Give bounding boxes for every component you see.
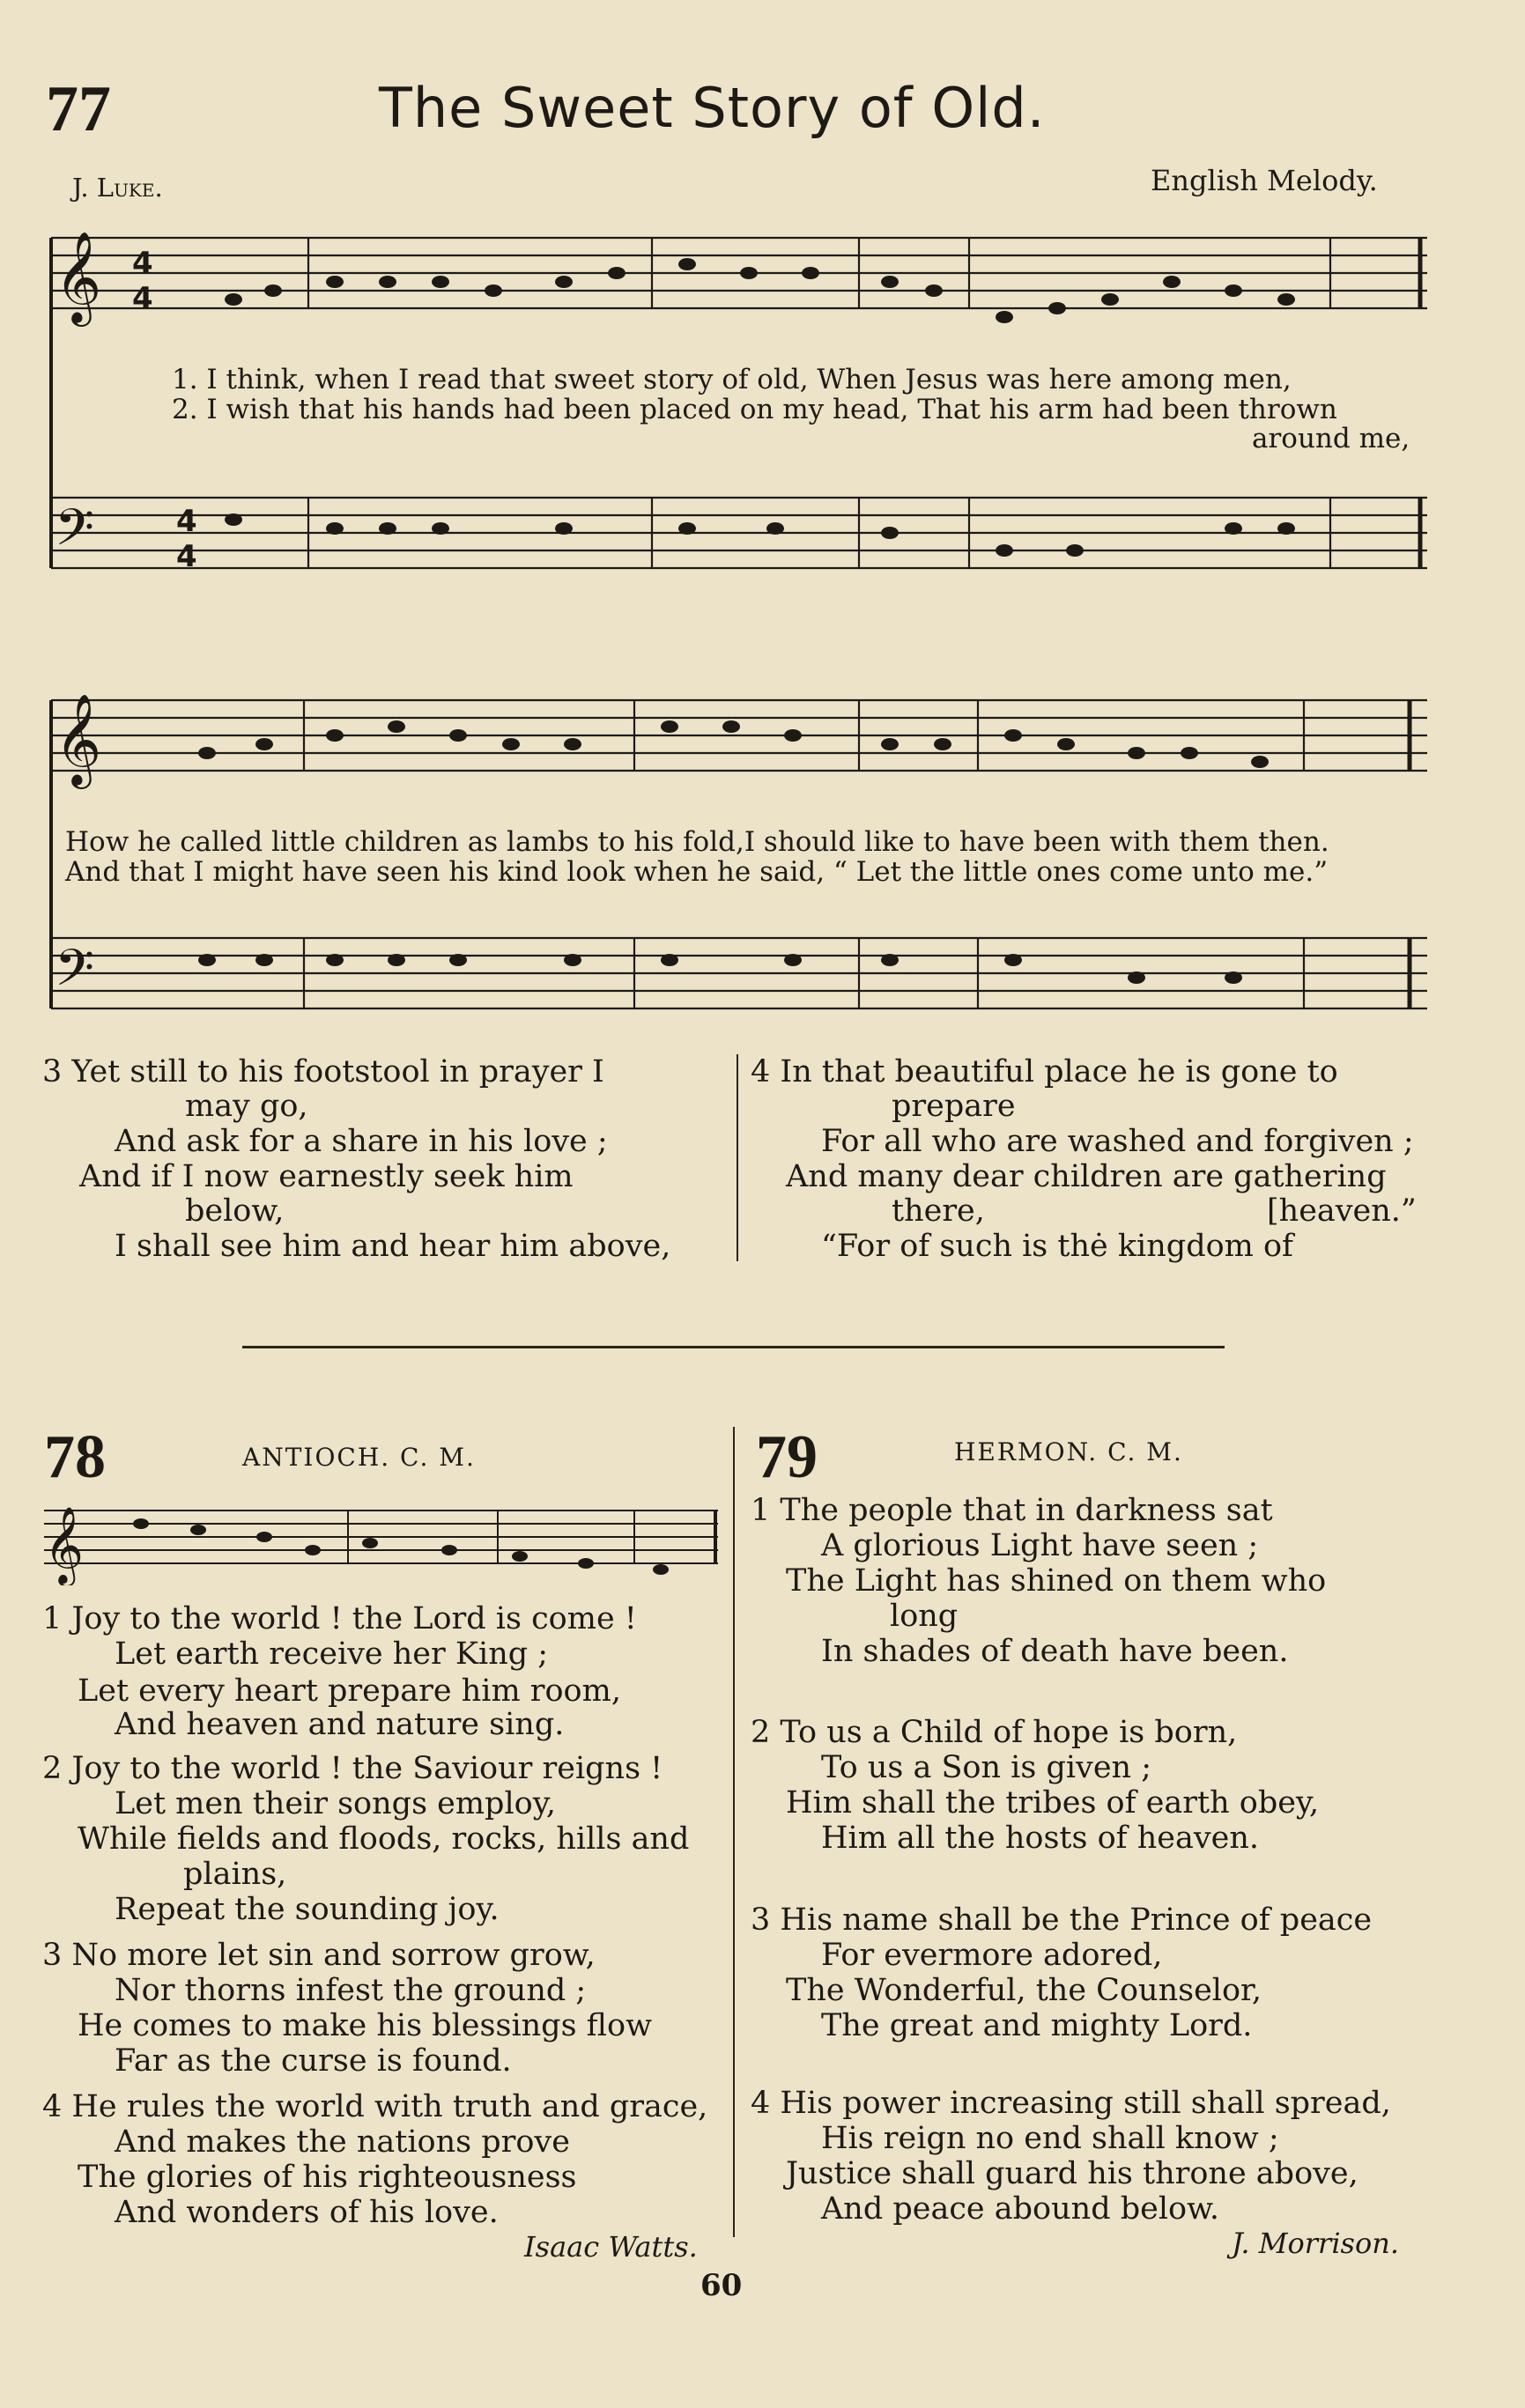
- stanza-line: Let men their songs employ,: [115, 1786, 556, 1821]
- hymn-number: 77: [46, 73, 111, 145]
- stanza-line: For evermore adored,: [821, 1938, 1163, 1973]
- hymn-title: The Sweet Story of Old.: [379, 76, 1046, 140]
- stanza-line: And makes the nations prove: [115, 2124, 570, 2160]
- stanza-line: Let every heart prepare him room,: [78, 1673, 621, 1709]
- lyric-verse-2-cont: around me,: [1252, 423, 1410, 454]
- column-divider: [733, 1427, 735, 2237]
- stanza-line: And heaven and nature sing.: [115, 1707, 565, 1742]
- svg-text:𝄞: 𝄞: [55, 231, 102, 323]
- tune-name: HERMON. C. M.: [954, 1437, 1183, 1466]
- svg-text:4: 4: [132, 246, 153, 281]
- stanza-line: 4 His power increasing still shall spread,: [751, 2086, 1391, 2121]
- stanza-line: The Light has shined on them who: [786, 1563, 1327, 1599]
- stanza-line: And peace abound below.: [821, 2191, 1220, 2227]
- section-divider: [242, 1346, 1225, 1348]
- svg-text:𝄞: 𝄞: [55, 693, 102, 786]
- stanza-line: below,: [185, 1193, 285, 1229]
- stanza-line: The glories of his righteousness: [78, 2160, 577, 2195]
- svg-text:4: 4: [176, 539, 197, 574]
- svg-text:𝄢: 𝄢: [55, 938, 95, 1010]
- stanza-line: there,: [892, 1193, 985, 1229]
- stanza-line: Him all the hosts of heaven.: [821, 1821, 1260, 1856]
- stanza-line: Him shall the tribes of earth obey,: [786, 1785, 1320, 1821]
- lyric-system2-line1: How he called little children as lambs to his fold,I should like to have been with them then.: [65, 826, 1329, 858]
- hymn-number: 79: [756, 1423, 818, 1491]
- stanza-line: And many dear children are gathering: [786, 1159, 1387, 1194]
- svg-text:𝄞: 𝄞: [44, 1505, 84, 1584]
- stanza-line: 2 To us a Child of hope is born,: [751, 1715, 1238, 1750]
- stanza-line: 4 He rules the world with truth and grace,: [42, 2089, 708, 2124]
- stanza-line: To us a Son is given ;: [821, 1750, 1151, 1785]
- lyric-verse-2: 2. I wish that his hands had been placed on my head, That his arm had been thrown: [172, 394, 1337, 425]
- stanza-line: plains,: [183, 1857, 287, 1892]
- hymn-credit: Isaac Watts.: [524, 2230, 698, 2264]
- stanza-line: 3 Yet still to his footstool in prayer I: [42, 1054, 604, 1090]
- stanza-line: [heaven.”: [1267, 1193, 1417, 1229]
- hymn-number: 78: [44, 1423, 106, 1491]
- stanza-line: 3 No more let sin and sorrow grow,: [42, 1938, 596, 1973]
- stanza-line: And ask for a share in his love ;: [115, 1124, 608, 1159]
- stanza-line: For all who are washed and forgiven ;: [821, 1124, 1414, 1159]
- column-divider: [737, 1054, 738, 1261]
- lyric-system2-line2: And that I might have seen his kind look when he said, “ Let the little ones come unto me.”: [65, 856, 1329, 888]
- stanza-line: may go,: [185, 1089, 308, 1124]
- stanza-line: And wonders of his love.: [115, 2195, 499, 2230]
- stanza-line: 3 His name shall be the Prince of peace: [751, 1902, 1373, 1938]
- stanza-line: Repeat the sounding joy.: [115, 1892, 500, 1927]
- stanza-line: A glorious Light have seen ;: [821, 1528, 1259, 1563]
- page-number: 60: [700, 2268, 743, 2303]
- stanza-line: The Wonderful, the Counselor,: [786, 1973, 1262, 2008]
- stanza-line: Justice shall guard his throne above,: [786, 2156, 1358, 2191]
- stanza-line: 1 The people that in darkness sat: [751, 1493, 1273, 1528]
- stanza-line: His reign no end shall know ;: [821, 2121, 1279, 2156]
- stanza-line: And if I now earnestly seek him: [79, 1159, 574, 1194]
- stanza-line: Let earth receive her King ;: [115, 1636, 549, 1672]
- stanza-line: Nor thorns infest the ground ;: [115, 1973, 587, 2008]
- stanza-line: prepare: [892, 1089, 1016, 1124]
- stanza-line: Far as the curse is found.: [115, 2043, 512, 2079]
- tune-name: ANTIOCH. C. M.: [242, 1443, 476, 1472]
- svg-text:𝄢: 𝄢: [55, 498, 95, 570]
- lyric-verse-1: 1. I think, when I read that sweet story of old, When Jesus was here among men,: [172, 364, 1292, 395]
- stanza-line: He comes to make his blessings flow: [78, 2008, 653, 2043]
- stanza-line: 4 In that beautiful place he is gone to: [751, 1054, 1338, 1090]
- stanza-line: 2 Joy to the world ! the Saviour reigns !: [42, 1751, 663, 1786]
- stanza-line: “For of such is thė kingdom of: [821, 1229, 1294, 1264]
- stanza-line: 1 Joy to the world ! the Lord is come !: [42, 1601, 637, 1636]
- svg-text:4: 4: [132, 281, 153, 316]
- svg-text:4: 4: [176, 504, 197, 539]
- hymn-credit: J. Morrison.: [1232, 2227, 1400, 2260]
- stanza-line: long: [890, 1599, 959, 1634]
- tune-source: English Melody.: [1151, 164, 1378, 197]
- stanza-line: While fields and floods, rocks, hills and: [78, 1821, 690, 1857]
- hymn-author: J. Luke.: [72, 173, 163, 203]
- stanza-line: In shades of death have been.: [821, 1634, 1289, 1669]
- stanza-line: I shall see him and hear him above,: [115, 1229, 671, 1264]
- stanza-line: The great and mighty Lord.: [821, 2008, 1253, 2043]
